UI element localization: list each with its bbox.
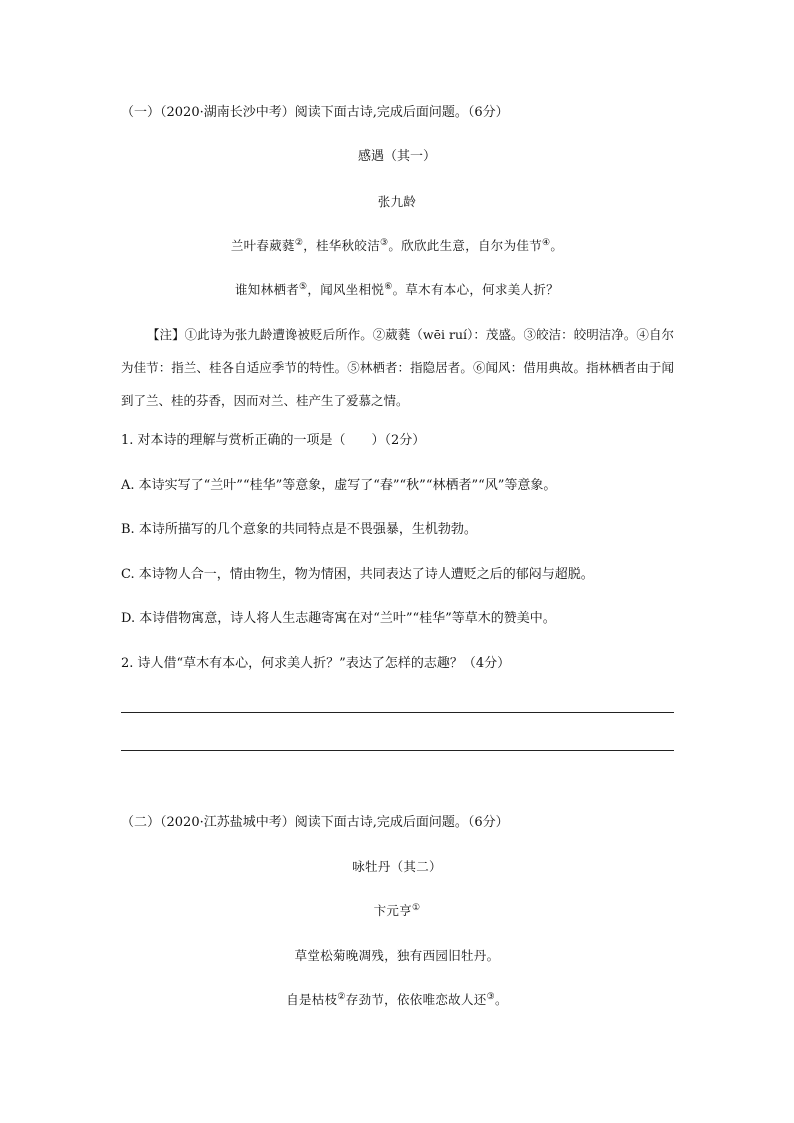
section2-poem-title: 咏牡丹（其二）	[352, 859, 442, 874]
footnote-mark: ⑥	[384, 281, 393, 292]
question-1-option-d: D. 本诗借物寓意，诗人将人生志趣寄寓在对“兰叶”“桂华”等草木的赞美中。	[121, 611, 556, 626]
section2-poem-line-2	[0, 991, 794, 1009]
poem-text: 。	[550, 238, 564, 253]
footnote-mark: ⑤	[299, 281, 308, 292]
section1-poem-line-2	[0, 281, 794, 299]
poem-text: 。草木有本心，何求美人折？	[392, 282, 559, 297]
section2-poem-line-1: 草堂松菊晚凋残，独有西园旧牡丹。	[294, 948, 500, 963]
poem-text: 。	[494, 992, 508, 1007]
poem-text: 存劲节，依依唯恋故人还	[345, 992, 487, 1007]
footnote-mark: ①	[412, 902, 421, 913]
section2-poem-author	[0, 902, 794, 920]
poem-text: 兰叶春葳蕤	[230, 238, 295, 253]
poem-text: ，桂华秋皎洁	[303, 238, 381, 253]
section1-annotation-note: 【注】①此诗为张九龄遭谗被贬后所作。②葳蕤（wēi ruí）：茂盛。③皎洁：皎明洁净。④自尔为佳节：指兰、桂各自适应季节的特性。⑤林栖者：指隐居者。⑥闻风：借用典故。指林栖者由于闻到了兰、桂的芬香，因而对兰、桂产生了爱慕之情。	[121, 327, 674, 408]
section1-poem-author: 张九龄	[377, 194, 417, 209]
poem-text: 谁知林栖者	[235, 282, 300, 297]
poem-text: 自是枯枝	[286, 992, 338, 1007]
footnote-mark: ②	[294, 237, 304, 248]
footnote-mark: ③	[486, 991, 495, 1002]
poem-author-name: 卞元亨	[373, 903, 413, 918]
footnote-mark: ④	[542, 237, 551, 248]
question-1-option-b: B. 本诗所描写的几个意象的共同特点是不畏强暴，生机勃勃。	[121, 522, 477, 537]
section1-poem-line-1	[0, 237, 794, 255]
section2-heading: （二）（2020·江苏盐城中考）阅读下面古诗,完成后面问题。（6分）	[121, 815, 509, 830]
question-2: 2. 诗人借“草木有本心，何求美人折？”表达了怎样的志趣？（4分）	[121, 656, 511, 671]
section1-poem-title: 感遇（其一）	[357, 149, 436, 164]
question-1-option-a: A. 本诗实写了“兰叶”“桂华”等意象，虚写了“春”“秋”“林栖者”“风”等意象。	[121, 478, 557, 493]
poem-text: ，闻风坐相悦	[307, 282, 385, 297]
footnote-mark: ③	[380, 237, 389, 248]
answer-line-1	[121, 712, 674, 713]
answer-line-2	[121, 750, 674, 751]
section1-heading: （一）（2020·湖南长沙中考）阅读下面古诗,完成后面问题。（6分）	[121, 105, 509, 120]
question-1: 1. 对本诗的理解与赏析正确的一项是（ ）（2分）	[121, 433, 426, 448]
question-1-option-c: C. 本诗物人合一，情由物生，物为情困，共同表达了诗人遭贬之后的郁闷与超脱。	[121, 567, 594, 582]
poem-text: 。欣欣此生意，自尔为佳节	[388, 238, 542, 253]
footnote-mark: ②	[337, 991, 346, 1002]
